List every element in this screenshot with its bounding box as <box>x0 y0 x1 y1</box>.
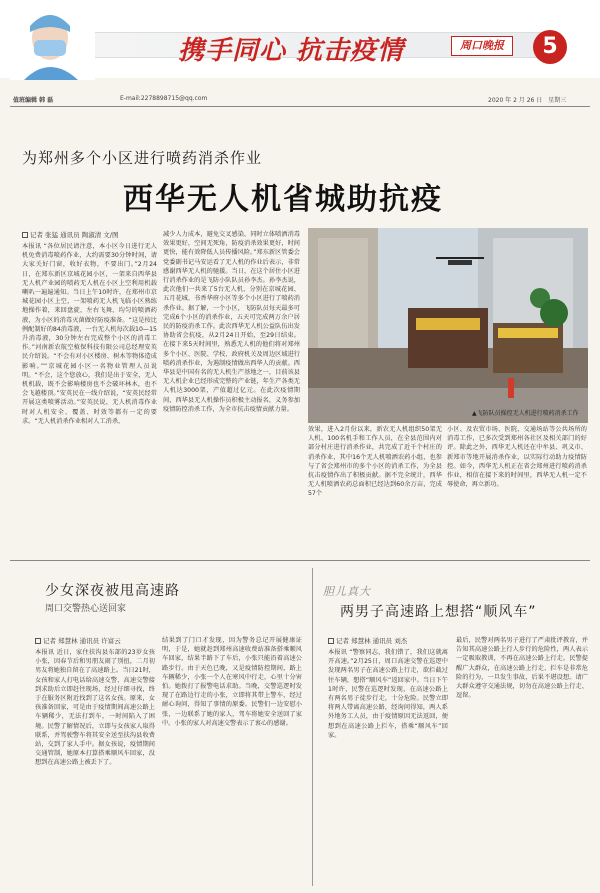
banner-slogan: 携手同心 抗击疫情 <box>178 36 405 66</box>
lead-byline-text: 记者 张猛 通讯员 陶淑清 文/图 <box>30 231 119 239</box>
left-story-byline <box>35 636 121 645</box>
drone-street-photo <box>308 228 588 423</box>
meta-row <box>0 92 600 106</box>
left-story-column-2: 结果到了门口才发现，因为警务总记开展健康证明，于是，她就赶到郑州高速收费站准备搭乘顺风车回家，结果半路下了车后，小张只能沿着高速公路步行。由于天色已晚，又是疫情防控期间，路上车辆稀少，小张一个人在寒风中行走，心里十分害怕。她拨打了报警电话求助。当晚，交警巡逻时发现了在路边行走的小张，立即将其带上警车，经过耐心询问，得知了事情的原委。民警们一边安慰小张，一边联系了她的家人，驾车将她安全送回了家中。小张的家人对高速交警表示了衷心的感谢。 <box>162 637 302 727</box>
page-number: 5 <box>533 30 567 64</box>
photo-caption: ▲飞防队员操控无人机进行喷药消杀工作 <box>472 410 579 417</box>
lead-column-2: 减少人力成本，避免交叉感染，同时立体喷洒消毒效果更好，空间无死角，防疫消杀效果更好，时间更快，能有效降低人员传播风险。”郑东新区管委会党委副书记马安运看了无人机的作业后表示，非常感谢西华无人机的驰援。当日，在这个居住小区进行消杀作业的是飞防小队队员孙李杰。孙李杰说，此次他们一共来了5台无人机，分别在京城花园、五月花城、书香华府小区等多个小区进行了喷药消杀作业。据了解，一个小区，飞防队员每天最多可完成6个小区的消杀作业，五天可完成两万余户居民的防疫消杀工作。此次西华无人机公益队伍出发协助省会抗疫，从2月24日开始，至29日结束。在接下来5天时间里，熟悉无人机的他们将对郑州多个小区、医院、学校、政府机关及周边区域进行喷药消杀作业，为遏制疫情做出西华人的贡献。西华县是中国有名的无人机生产基地之一，目前该县无人机企业已经形成完整的产业链，年生产各类无人机达3000架，产值超过亿元。在此次疫情期间，西华县无人机操作员积极主动报名，义务参加疫情防控消杀工作，为全市抗击疫情贡献力量。 <box>163 231 300 413</box>
left-story-column-1: 本报讯 近日，家住扶沟县东部的23岁女孩小张，因春节后和男朋友闹了别扭，二月初男友将她独自留在了高速路上。当日21时，女孩和家人打电话给高速交警，高速交警接到求助后立即赶往现场，经过仔细寻找，终于在服务区附近找到了这名女孩。原来，女孩准备回家，可是由于疫情期间高速公路上车辆稀少，无法打到车，一时间陷入了困境。民警了解情况后，立即与女孩家人取得联系，并驾驶警车将其安全送至扶沟县收费站，交到了家人手中。据女孩说，疫情期间交通管制，她原本打算搭乘顺风车回家，没想到在高速公路上被丢下了。 <box>35 649 155 767</box>
newspaper-logo: 周口晚报 <box>451 36 513 56</box>
left-story-kicker: 周口交警热心送回家 <box>45 604 127 614</box>
lead-column-1: 本报讯 “各位居民请注意，本小区今日进行无人机免费消毒喷药作业，大约需要30分钟时间，请大家关好门窗，收好衣物，不要出门。”2月24日，在郑东新区京城花园小区，一架来自西华县无人机产业园的喷药无人机在小区上空利用机载喇叭一遍遍通知。当日上午10时许，在郑州市京城花园小区上空，一架喷药无人机飞临小区熟练地操作着，来回盘旋，左右飞舞，均匀的喷洒药液，为小区的消毒灭菌做好防疫准备。“这是按比例配制好的84消毒液，一台无人机每次载10—15升消毒液，30分钟左右完成整个小区的消毒工作。”河南新农航空植保科技有限公司总经理安英民介绍说。“不会有对小区楼房、树木等物体造成影响。”“京城花园小区一名物业管理人员说明。“不会，这个您放心，我们是出于安全，无人机机载，既不会影响楼房也不会破坏林木，也不会飞越楼顶。”安英民在一线介绍说，“安英民经常开展这类喷雾活动。”安英民说，无人机消毒作业时对人机安全、覆盖、时效等都有一定的要求。“无人机消杀作业相对人工消杀， <box>22 243 157 425</box>
email-address: E-mail:2278898715@qq.com <box>120 95 208 102</box>
header-rule <box>10 106 590 107</box>
right-story-byline-text: 记者 郑慧林 通讯员 刘杰 <box>336 637 408 645</box>
section-tag: 胆儿真大 <box>323 585 371 598</box>
lead-headline: 西华无人机省城助抗疫 <box>123 182 443 217</box>
lead-column-3: 效果，进入2月份以来，新农无人机组织50架无人机、100名机手和工作人员，在全县范围内对部分村庄进行消杀作业，共完成了近千个村庄的消杀作业，其中16个无人机喷洒农药小组，也参与了省会郑州市的多个小区的消杀工作，为全县抗击疫情作出了积极贡献。据不完全统计，西华无人机喷洒农药总面积已经达到60余万亩，完成57个 <box>308 426 442 498</box>
issue-date: 2020 年 2 月 26 日 星期三 <box>488 97 567 104</box>
left-story-byline-text: 记者 郑慧林 通讯员 许富云 <box>43 637 121 645</box>
right-story-column-2: 最后，民警对两名男子进行了严肃批评教育，并告知其高速公路上行人步行的危险性，两人表示一定吸取教训，不再在高速公路上行走。民警提醒广大群众，在高速公路上行走、拦车是非常危险的行为，一旦发生事故，后果不堪设想。请广大群众遵守交通法规，切勿在高速公路上行走、逗留。 <box>456 637 588 700</box>
section-rule <box>10 560 590 561</box>
lead-column-4: 小区、及农贸市场、医院、交通场站等公共场所的消毒工作，已多次受到郑州各社区及相关部门的好评。除此之外，西华无人机还在中牟县、巩义市、新郑市等地开展消杀作业，以实际行动助力疫情防控。如今，西华无人机正在省会郑州进行喷药消杀作业，相信在接下来的时间里，西华无人机一定不辱使命，再立新功。 <box>447 426 587 489</box>
right-story-column-1: 本报讯 “警察同志，我们错了，我们这就离开高速。”2月25日，周口高速交警在巡逻中发现两名男子在高速公路上行走，欲拦截过往车辆，想搭“顺风车”返回家中。当日下午1时许，民警在巡逻时发现，在高速公路上有两名男子徒步行走，十分危险。民警立即将两人带离高速公路，经询问得知，两人系外地务工人员，由于疫情原因无法返回，便想到在高速公路上拦车，搭乘“顺风车”回家。 <box>328 649 448 739</box>
right-story-byline <box>328 636 407 645</box>
right-story-title: 两男子高速路上想搭“顺风车” <box>340 604 537 620</box>
duty-editor: 值班编辑 韩 磊 <box>13 97 54 104</box>
column-divider <box>312 568 313 886</box>
left-story-title: 少女深夜被甩高速路 <box>45 583 180 599</box>
lead-kicker: 为郑州多个小区进行喷药消杀作业 <box>22 149 263 167</box>
page-banner <box>0 0 600 78</box>
lead-byline <box>22 230 118 239</box>
nurse-portrait-image <box>10 4 95 80</box>
